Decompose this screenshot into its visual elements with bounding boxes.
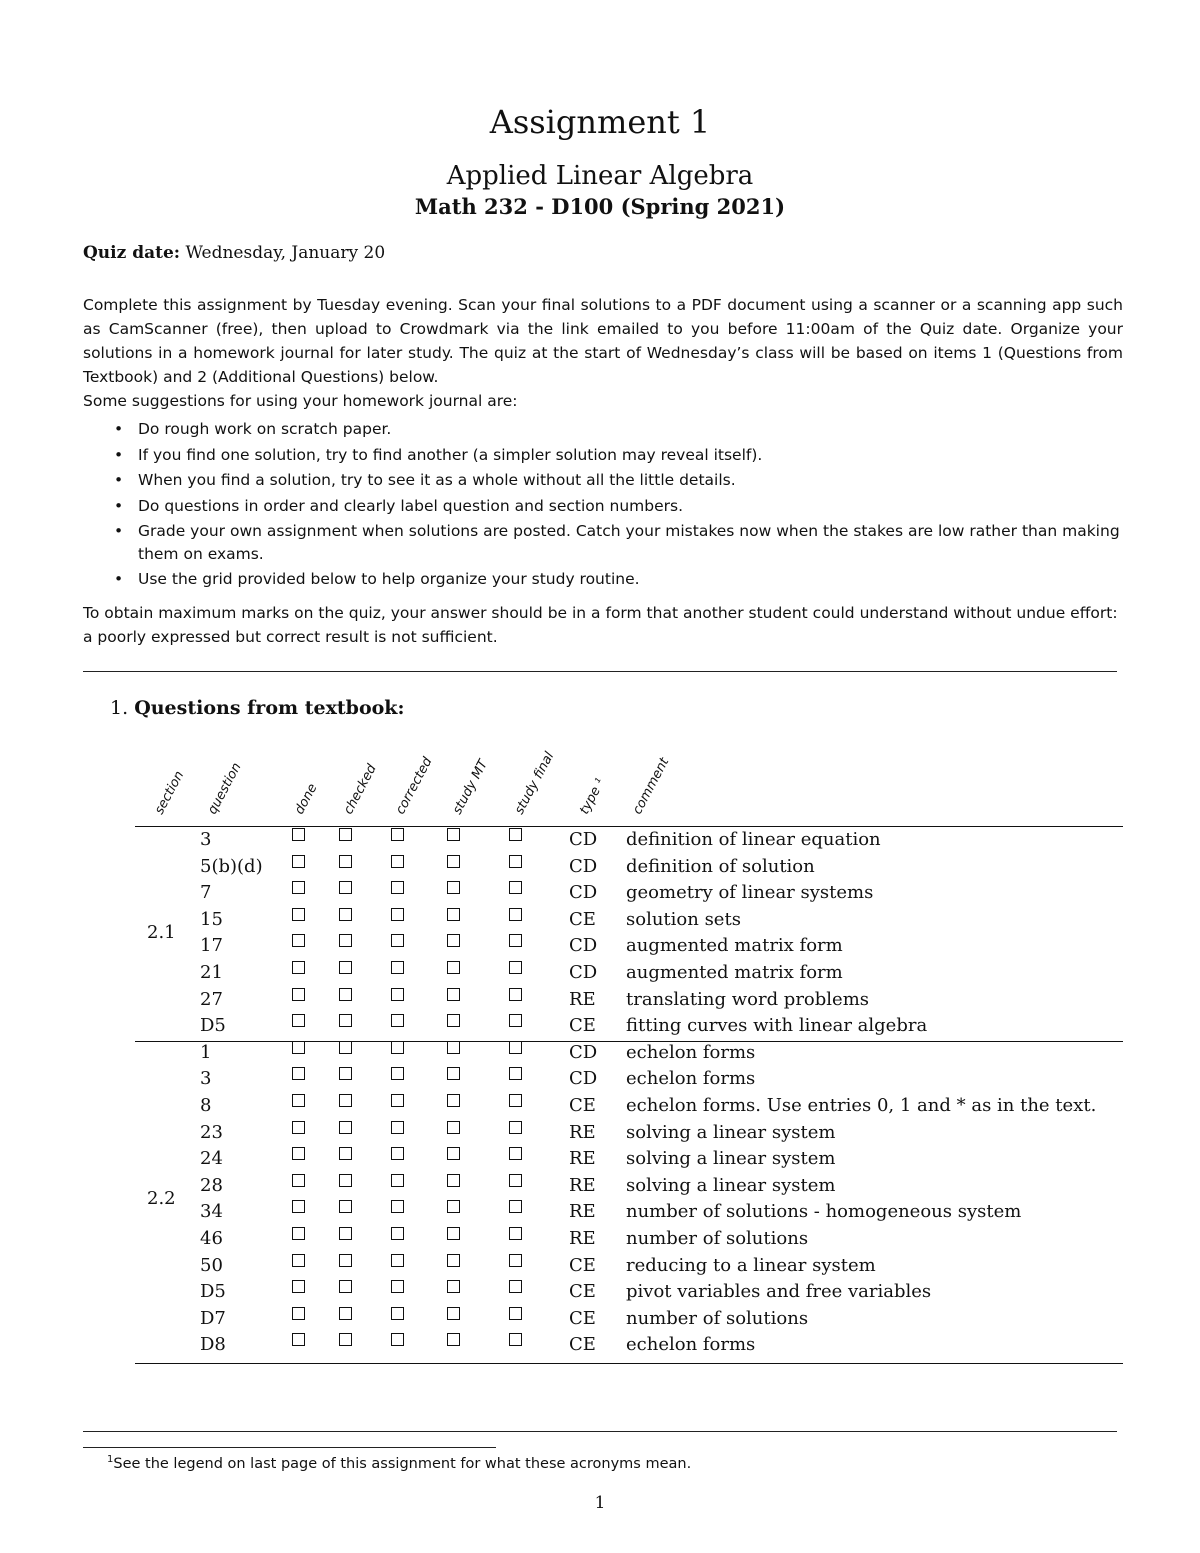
- question-number: 7: [200, 882, 212, 904]
- question-comment: translating word problems: [626, 988, 870, 1010]
- question-comment: solving a linear system: [626, 1174, 836, 1196]
- done-checkbox[interactable]: [292, 1147, 305, 1160]
- question-type: CD: [569, 855, 598, 877]
- question-number: 5(b)(d): [200, 855, 263, 877]
- checked-checkbox[interactable]: [339, 961, 352, 974]
- question-comment: number of solutions: [626, 1307, 809, 1329]
- question-type: CE: [569, 1334, 596, 1356]
- corrected-checkbox[interactable]: [391, 1174, 404, 1187]
- study-mt-checkbox[interactable]: [447, 1333, 460, 1346]
- corrected-checkbox[interactable]: [391, 1280, 404, 1293]
- checked-checkbox[interactable]: [339, 1174, 352, 1187]
- study-final-checkbox[interactable]: [509, 1280, 522, 1293]
- question-number: D5: [200, 1281, 226, 1303]
- study-mt-checkbox[interactable]: [447, 961, 460, 974]
- done-checkbox[interactable]: [292, 855, 305, 868]
- corrected-checkbox[interactable]: [391, 1121, 404, 1134]
- question-comment: augmented matrix form: [626, 962, 843, 983]
- study-mt-checkbox[interactable]: [447, 1200, 460, 1213]
- footnote-text: See the legend on last page of this assignment for what these acronyms mean.: [113, 1455, 692, 1472]
- table-row: [0, 1147, 1200, 1174]
- checked-checkbox[interactable]: [339, 1147, 352, 1160]
- question-comment: solving a linear system: [626, 1121, 836, 1143]
- corrected-checkbox[interactable]: [391, 855, 404, 868]
- done-checkbox[interactable]: [292, 1307, 305, 1320]
- done-checkbox[interactable]: [292, 1333, 305, 1346]
- study-mt-checkbox[interactable]: [447, 1147, 460, 1160]
- header-type: type ¹: [577, 776, 609, 818]
- header-study-final: study final: [512, 749, 558, 818]
- table-row: [0, 828, 1200, 855]
- study-final-checkbox[interactable]: [509, 1227, 522, 1240]
- question-comment: pivot variables and free variables: [626, 1281, 932, 1303]
- question-type: CE: [569, 1254, 596, 1276]
- question-comment: echelon forms. Use entries 0, 1 and * as in the text.: [626, 1095, 1097, 1116]
- header-done: done: [292, 781, 321, 818]
- question-type: CE: [569, 1307, 596, 1329]
- study-mt-checkbox[interactable]: [447, 828, 460, 841]
- study-mt-checkbox[interactable]: [447, 1307, 460, 1320]
- study-final-checkbox[interactable]: [509, 1333, 522, 1346]
- study-final-checkbox[interactable]: [509, 1094, 522, 1107]
- checked-checkbox[interactable]: [339, 1067, 352, 1080]
- done-checkbox[interactable]: [292, 961, 305, 974]
- question-comment: number of solutions - homogeneous system: [626, 1201, 1022, 1223]
- intro-text: [83, 293, 1123, 413]
- question-number: 27: [200, 988, 223, 1010]
- corrected-checkbox[interactable]: [391, 908, 404, 921]
- table-row: [0, 1254, 1200, 1281]
- question-number: 34: [200, 1201, 223, 1223]
- section-heading: [110, 697, 404, 719]
- study-final-checkbox[interactable]: [509, 828, 522, 841]
- section-label-cell: 2.2: [147, 1188, 176, 1210]
- corrected-checkbox[interactable]: [391, 1041, 404, 1054]
- question-type: CD: [569, 935, 598, 957]
- corrected-checkbox[interactable]: [391, 1307, 404, 1320]
- done-checkbox[interactable]: [292, 1280, 305, 1293]
- done-checkbox[interactable]: [292, 1094, 305, 1107]
- checked-checkbox[interactable]: [339, 1200, 352, 1213]
- corrected-checkbox[interactable]: [391, 1254, 404, 1267]
- done-checkbox[interactable]: [292, 1014, 305, 1027]
- study-final-checkbox[interactable]: [509, 961, 522, 974]
- question-comment: geometry of linear systems: [626, 882, 874, 904]
- checked-checkbox[interactable]: [339, 1307, 352, 1320]
- table-row: [0, 1014, 1200, 1041]
- footnote-mark: 1: [107, 1454, 114, 1465]
- table-row: [0, 1041, 1200, 1068]
- question-type: CE: [569, 908, 596, 930]
- question-number: D7: [200, 1307, 226, 1329]
- table-row: [0, 1174, 1200, 1201]
- study-mt-checkbox[interactable]: [447, 908, 460, 921]
- done-checkbox[interactable]: [292, 828, 305, 841]
- study-mt-checkbox[interactable]: [447, 1014, 460, 1027]
- question-number: 3: [200, 1068, 212, 1090]
- checked-checkbox[interactable]: [339, 881, 352, 894]
- question-number: D5: [200, 1015, 226, 1037]
- intro-suggestions-lead: Some suggestions for using your homework journal are:: [83, 392, 518, 410]
- section-divider: [83, 671, 1117, 672]
- corrected-checkbox[interactable]: [391, 1014, 404, 1027]
- question-comment: fitting curves with linear algebra: [626, 1015, 928, 1037]
- question-number: 8: [200, 1095, 212, 1116]
- question-number: 17: [200, 935, 223, 957]
- question-comment: echelon forms: [626, 1334, 756, 1356]
- study-final-checkbox[interactable]: [509, 1067, 522, 1080]
- question-comment: echelon forms: [626, 1068, 756, 1090]
- corrected-checkbox[interactable]: [391, 828, 404, 841]
- study-mt-checkbox[interactable]: [447, 855, 460, 868]
- table-row: [0, 988, 1200, 1015]
- question-comment: definition of linear equation: [626, 829, 881, 850]
- header-study-mt: study MT: [450, 757, 492, 818]
- checked-checkbox[interactable]: [339, 908, 352, 921]
- corrected-checkbox[interactable]: [391, 988, 404, 1001]
- study-final-checkbox[interactable]: [509, 1014, 522, 1027]
- header-question: question: [205, 760, 245, 818]
- header-checked: checked: [341, 762, 380, 818]
- table-rule: [135, 1363, 1123, 1364]
- page-number: 1: [594, 1493, 606, 1513]
- footnote-rule: [83, 1447, 496, 1448]
- question-comment: reducing to a linear system: [626, 1254, 876, 1276]
- question-type: RE: [569, 1121, 596, 1143]
- checked-checkbox[interactable]: [339, 855, 352, 868]
- table-row: [0, 1200, 1200, 1227]
- question-number: 23: [200, 1121, 223, 1143]
- question-number: 3: [200, 829, 212, 850]
- quiz-date-value: Wednesday, January 20: [185, 243, 386, 263]
- footnote: [107, 1454, 691, 1472]
- table-row: [0, 1227, 1200, 1254]
- study-final-checkbox[interactable]: [509, 881, 522, 894]
- question-type: RE: [569, 1228, 596, 1249]
- corrected-checkbox[interactable]: [391, 1227, 404, 1240]
- quiz-date: [83, 243, 385, 263]
- checked-checkbox[interactable]: [339, 1280, 352, 1293]
- question-number: 46: [200, 1228, 223, 1249]
- question-type: RE: [569, 1148, 596, 1170]
- question-comment: solving a linear system: [626, 1148, 836, 1170]
- corrected-checkbox[interactable]: [391, 1067, 404, 1080]
- question-number: D8: [200, 1334, 226, 1356]
- list-item: • When you find a solution, try to see it as a whole without all the little details.: [108, 469, 1120, 492]
- corrected-checkbox[interactable]: [391, 1333, 404, 1346]
- study-mt-checkbox[interactable]: [447, 1280, 460, 1293]
- study-final-checkbox[interactable]: [509, 1147, 522, 1160]
- checked-checkbox[interactable]: [339, 1254, 352, 1267]
- header-section: section: [152, 768, 188, 818]
- checked-checkbox[interactable]: [339, 1227, 352, 1240]
- study-final-checkbox[interactable]: [509, 1121, 522, 1134]
- question-number: 24: [200, 1148, 223, 1170]
- checked-checkbox[interactable]: [339, 1333, 352, 1346]
- study-final-checkbox[interactable]: [509, 988, 522, 1001]
- question-type: CD: [569, 962, 598, 983]
- done-checkbox[interactable]: [292, 908, 305, 921]
- document-title: Assignment 1: [489, 103, 711, 141]
- table-row: [0, 1333, 1200, 1360]
- done-checkbox[interactable]: [292, 1041, 305, 1054]
- corrected-checkbox[interactable]: [391, 1200, 404, 1213]
- corrected-checkbox[interactable]: [391, 961, 404, 974]
- document-subtitle: Applied Linear Algebra: [446, 161, 754, 191]
- table-row: [0, 961, 1200, 988]
- table-row: [0, 1307, 1200, 1334]
- question-type: RE: [569, 1174, 596, 1196]
- done-checkbox[interactable]: [292, 1227, 305, 1240]
- table-row: [0, 1280, 1200, 1307]
- question-type: CD: [569, 1068, 598, 1090]
- table-row: [0, 934, 1200, 961]
- question-number: 1: [200, 1041, 212, 1063]
- table-rule: [135, 826, 1123, 827]
- quiz-date-label: Quiz date:: [83, 243, 181, 263]
- question-number: 50: [200, 1254, 223, 1276]
- study-mt-checkbox[interactable]: [447, 881, 460, 894]
- study-final-checkbox[interactable]: [509, 908, 522, 921]
- question-number: 28: [200, 1174, 223, 1196]
- corrected-checkbox[interactable]: [391, 934, 404, 947]
- table-row: [0, 881, 1200, 908]
- suggestions-list: [108, 418, 1120, 594]
- question-type: RE: [569, 1201, 596, 1223]
- question-type: CD: [569, 1041, 598, 1063]
- course-code: Math 232 - D100 (Spring 2021): [414, 194, 786, 219]
- study-mt-checkbox[interactable]: [447, 934, 460, 947]
- closing-paragraph: To obtain maximum marks on the quiz, your answer should be in a form that another student could understand without undue effort: a poorly expressed but correct result is not sufficient.: [83, 604, 1118, 646]
- question-comment: solution sets: [626, 908, 741, 930]
- question-comment: number of solutions: [626, 1228, 809, 1249]
- done-checkbox[interactable]: [292, 988, 305, 1001]
- checked-checkbox[interactable]: [339, 828, 352, 841]
- study-final-checkbox[interactable]: [509, 855, 522, 868]
- section-number: 1.: [110, 697, 129, 719]
- question-number: 15: [200, 908, 223, 930]
- done-checkbox[interactable]: [292, 1200, 305, 1213]
- list-item: • Grade your own assignment when solutions are posted. Catch your mistakes now when the stakes are low rather than making them on exams.: [108, 520, 1120, 565]
- table-row: [0, 908, 1200, 935]
- question-type: CD: [569, 882, 598, 904]
- question-comment: echelon forms: [626, 1041, 756, 1063]
- study-final-checkbox[interactable]: [509, 1307, 522, 1320]
- study-final-checkbox[interactable]: [509, 1174, 522, 1187]
- table-row: [0, 1094, 1200, 1121]
- study-mt-checkbox[interactable]: [447, 1227, 460, 1240]
- question-type: CE: [569, 1281, 596, 1303]
- section-label: Questions from textbook:: [134, 697, 405, 719]
- done-checkbox[interactable]: [292, 1174, 305, 1187]
- header-corrected: corrected: [393, 754, 436, 818]
- done-checkbox[interactable]: [292, 1254, 305, 1267]
- checked-checkbox[interactable]: [339, 1121, 352, 1134]
- done-checkbox[interactable]: [292, 1121, 305, 1134]
- study-mt-checkbox[interactable]: [447, 1254, 460, 1267]
- question-type: RE: [569, 988, 596, 1010]
- table-row: [0, 1121, 1200, 1148]
- done-checkbox[interactable]: [292, 881, 305, 894]
- done-checkbox[interactable]: [292, 1067, 305, 1080]
- intro-paragraph: Complete this assignment by Tuesday evening. Scan your final solutions to a PDF document using a scanner or a scanning app such as CamScanner (free), then upload to Crowdmark via the link emailed to you before 11:00am of the Quiz date. Organize your solutions in a homework journal for later study. The quiz at the start of Wednesday’s class will be based on items 1 (Questions from Textbook) and 2 (Additional Questions) below.: [83, 296, 1123, 386]
- study-mt-checkbox[interactable]: [447, 1174, 460, 1187]
- header-comment: comment: [630, 755, 673, 818]
- bottom-divider: [83, 1431, 1117, 1432]
- corrected-checkbox[interactable]: [391, 1147, 404, 1160]
- table-row: [0, 1067, 1200, 1094]
- study-mt-checkbox[interactable]: [447, 988, 460, 1001]
- question-type: CD: [569, 829, 598, 850]
- checked-checkbox[interactable]: [339, 1041, 352, 1054]
- checked-checkbox[interactable]: [339, 934, 352, 947]
- question-comment: definition of solution: [626, 855, 815, 877]
- checked-checkbox[interactable]: [339, 988, 352, 1001]
- study-final-checkbox[interactable]: [509, 1041, 522, 1054]
- study-mt-checkbox[interactable]: [447, 1094, 460, 1107]
- list-item: • Do questions in order and clearly label question and section numbers.: [108, 495, 1120, 518]
- question-type: CE: [569, 1015, 596, 1037]
- corrected-checkbox[interactable]: [391, 881, 404, 894]
- done-checkbox[interactable]: [292, 934, 305, 947]
- study-final-checkbox[interactable]: [509, 1254, 522, 1267]
- checked-checkbox[interactable]: [339, 1094, 352, 1107]
- checked-checkbox[interactable]: [339, 1014, 352, 1027]
- list-item: • Use the grid provided below to help organize your study routine.: [108, 568, 1120, 591]
- section-label-cell: 2.1: [147, 922, 176, 944]
- table-row: [0, 855, 1200, 882]
- list-item: • Do rough work on scratch paper.: [108, 418, 1120, 441]
- corrected-checkbox[interactable]: [391, 1094, 404, 1107]
- list-item: • If you find one solution, try to find another (a simpler solution may reveal itself).: [108, 444, 1120, 467]
- study-mt-checkbox[interactable]: [447, 1121, 460, 1134]
- study-final-checkbox[interactable]: [509, 1200, 522, 1213]
- question-number: 21: [200, 962, 223, 983]
- study-mt-checkbox[interactable]: [447, 1067, 460, 1080]
- question-type: CE: [569, 1095, 596, 1116]
- study-final-checkbox[interactable]: [509, 934, 522, 947]
- question-comment: augmented matrix form: [626, 935, 843, 957]
- study-mt-checkbox[interactable]: [447, 1041, 460, 1054]
